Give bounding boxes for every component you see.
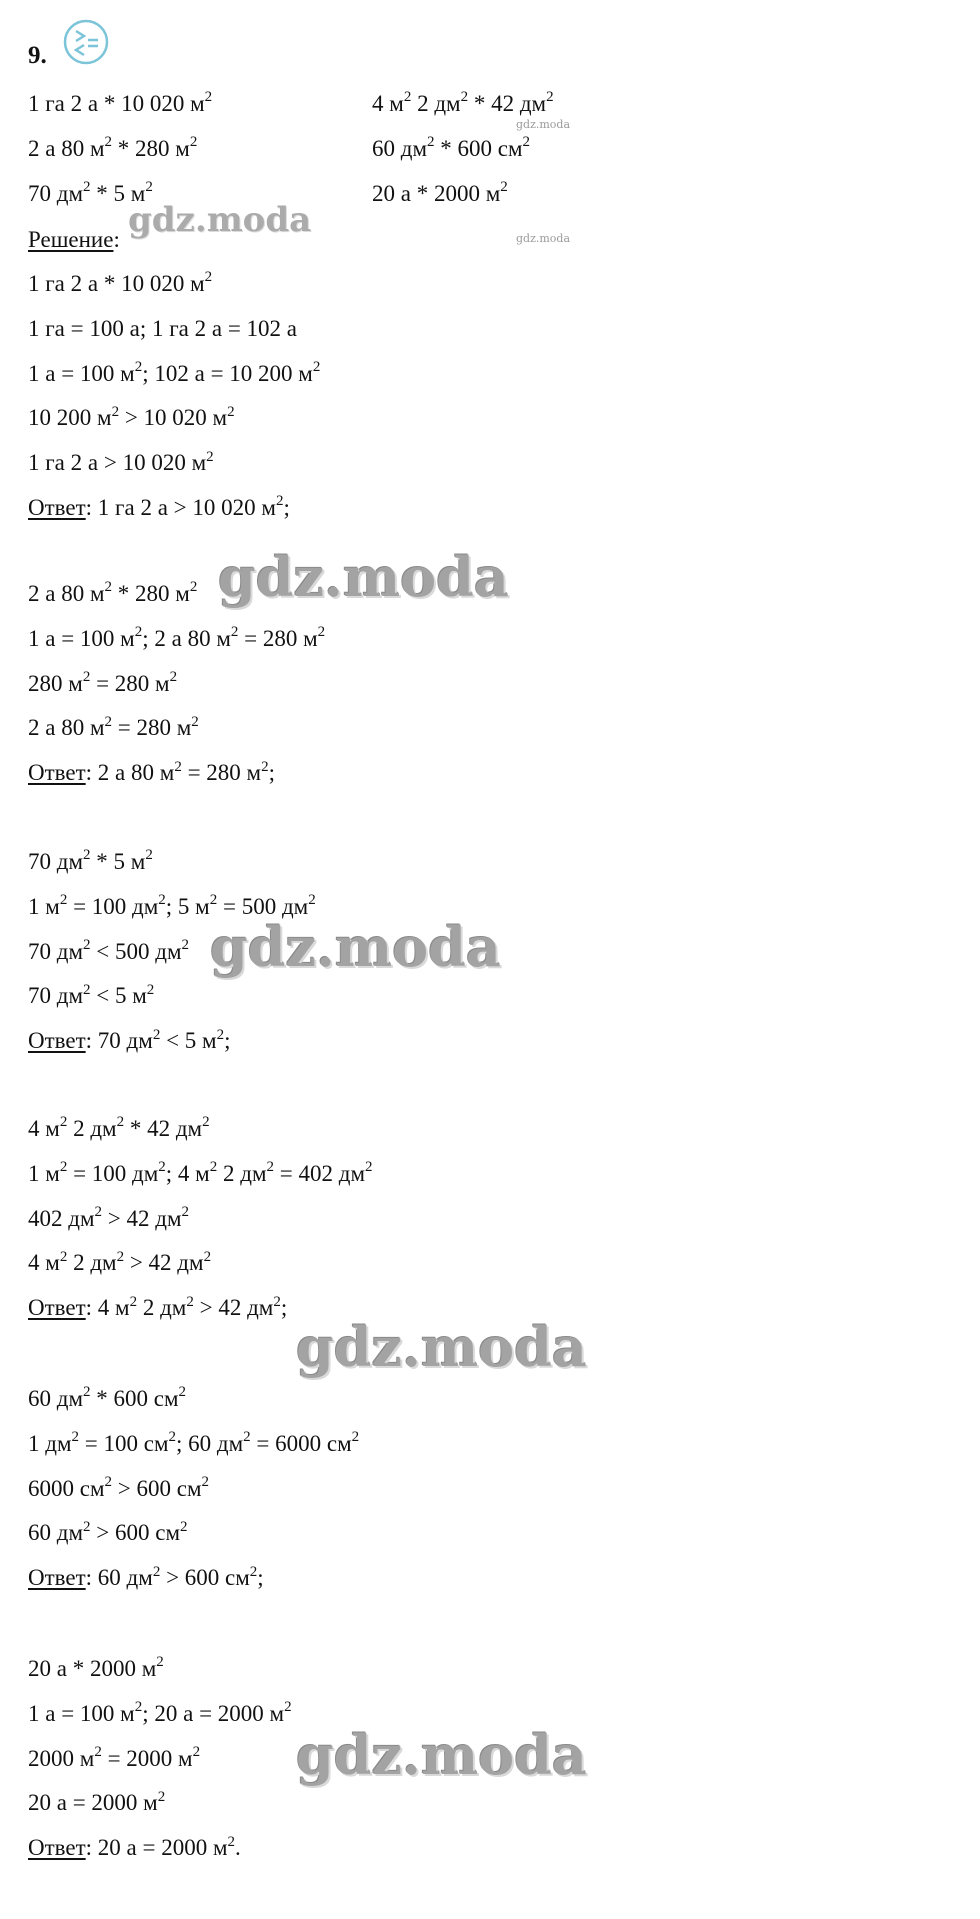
solution-line: 1 $дм^2 = 100$ $см^2$; 60 $дм^2 = 6000$ $см^2$ xyxy=(28,1429,360,1456)
watermark: gdz.moda xyxy=(218,545,509,609)
watermark-small: gdz.moda xyxy=(516,232,571,245)
answer-label: Ответ xyxy=(28,760,86,786)
solution-line: 1 га 2 а > 10 020 $м^2$ xyxy=(28,448,214,476)
comparison-pair: 60 $дм^2 * 600$ $см^2$ xyxy=(372,134,531,161)
solution-line: 70 $дм^2 < 500$ $дм^2$ xyxy=(28,936,189,964)
answer-line: Ответ: 1 га 2 а > 10 020 $м^2$; xyxy=(28,493,290,520)
task-number: 9. xyxy=(28,42,47,69)
solution-line: 70 $дм^2 * 5$ $м^2$ xyxy=(28,847,153,874)
watermark: gdz.moda xyxy=(296,1315,587,1379)
comparison-pair: 20 а * 2000 $м^2$ xyxy=(372,179,508,206)
answer-label: Ответ xyxy=(28,1295,86,1321)
solution-line: 1 а = 100 $м^2$; 102 а = 10 200 $м^2$ xyxy=(28,358,321,386)
answer-label: Ответ xyxy=(28,495,86,520)
answer-line: Ответ: 20 а = 2000 $м^2$. xyxy=(28,1833,241,1861)
answer-line: Ответ: 4 $м^2$ 2 $дм^2 > 42$ $дм^2$; xyxy=(28,1293,288,1321)
solution-line: 4 $м^2$ 2 $дм^2 * 42$ $дм^2$ xyxy=(28,1114,210,1141)
solution-line: 1 га = 100 а; 1 га 2 а = 102 а xyxy=(28,315,297,341)
solution-label: Решение xyxy=(28,227,114,252)
solution-line: 1 $м^2 = 100$ $дм^2$; 4 $м^2$ 2 $дм^2 = 402$ $дм^2$ xyxy=(28,1159,373,1186)
comparison-pair: 4 $м^2$ 2 $дм^2 * 42$ $дм^2$ xyxy=(372,89,554,116)
solution-line: 20 а = 2000 $м^2$ xyxy=(28,1788,166,1816)
compare-signs-icon xyxy=(62,18,110,66)
solution-line: 60 $дм^2 > 600$ $см^2$ xyxy=(28,1518,188,1546)
watermark: gdz.moda xyxy=(210,915,501,979)
comparison-pair: 2 а 80 $м^2 * 280$ $м^2$ xyxy=(28,134,198,161)
solution-line: 1 а = 100 $м^2$; 20 а = 2000 $м^2$ xyxy=(28,1699,292,1726)
answer-line: Ответ: 2 а 80 $м^2 = 280$ $м^2$; xyxy=(28,758,275,786)
answer-label: Ответ xyxy=(28,1835,86,1861)
comparison-pair: 70 $дм^2 * 5$ $м^2$ xyxy=(28,179,153,206)
solution-line: 1 а = 100 $м^2$; 2 а 80 $м^2 = 280$ $м^2$ xyxy=(28,624,326,651)
solution-line: 2000 $м^2 = 2000$ $м^2$ xyxy=(28,1743,201,1771)
solution-line: 2 а 80 $м^2 = 280$ $м^2$ xyxy=(28,713,199,741)
solution-line: 60 $дм^2 * 600$ $см^2$ xyxy=(28,1384,187,1411)
comparison-pair: 1 га 2 а * 10 020 $м^2$ xyxy=(28,89,213,116)
solution-line: 280 $м^2 = 280$ $м^2$ xyxy=(28,668,178,696)
solution-colon: : xyxy=(113,227,120,252)
answer-label: Ответ xyxy=(28,1028,86,1054)
solution-line: 6000 $см^2 > 600$ $см^2$ xyxy=(28,1473,209,1501)
solution-line: 20 а * 2000 $м^2$ xyxy=(28,1654,164,1681)
solution-line: 70 $дм^2 < 5$ $м^2$ xyxy=(28,981,155,1009)
solution-line: 1 $м^2 = 100$ $дм^2$; 5 $м^2 = 500$ $дм^2$ xyxy=(28,892,316,919)
answer-label: Ответ xyxy=(28,1565,86,1591)
watermark: gdz.moda xyxy=(296,1723,587,1787)
solution-line: 2 а 80 $м^2 * 280$ $м^2$ xyxy=(28,579,198,606)
answer-line: Ответ: 70 $дм^2 < 5$ $м^2$; xyxy=(28,1026,231,1054)
solution-line: 4 $м^2$ 2 $дм^2 > 42$ $дм^2$ xyxy=(28,1248,212,1276)
answer-line: Ответ: 60 $дм^2 > 600$ $см^2$; xyxy=(28,1563,264,1591)
solution-line: 1 га 2 а * 10 020 $м^2$ xyxy=(28,269,213,296)
solution-line: 402 $дм^2 > 42$ $дм^2$ xyxy=(28,1203,189,1231)
watermark-small: gdz.moda xyxy=(516,118,571,131)
watermark: gdz.moda xyxy=(128,200,312,240)
solution-line: 10 200 $м^2 > 10$ 020 $м^2$ xyxy=(28,403,235,431)
